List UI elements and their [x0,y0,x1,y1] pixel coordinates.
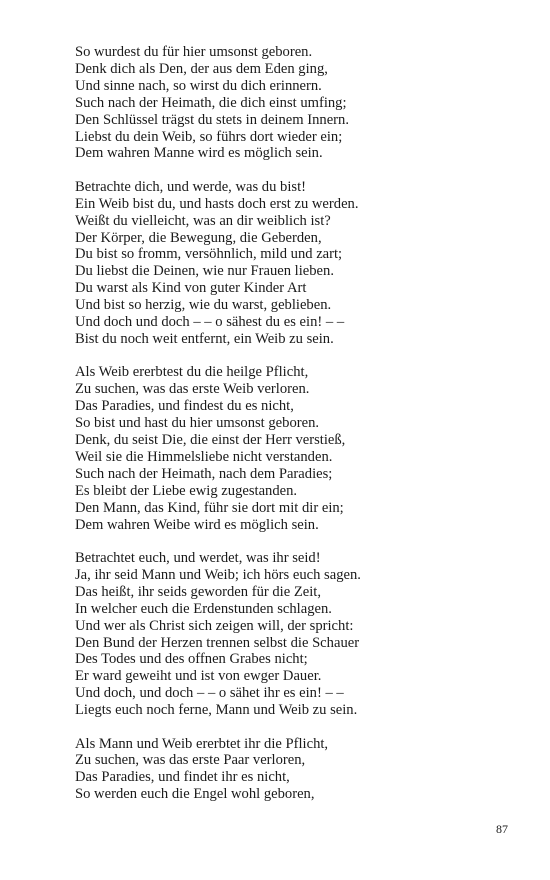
stanza-2 [75,179,515,348]
verse-line: Er ward geweiht und ist von ewger Dauer. [75,668,322,685]
verse-line: So bist und hast du hier umsonst geboren. [75,415,320,432]
verse-line: Du liebst die Deinen, wie nur Frauen lieben. [75,263,334,280]
verse-line: So wurdest du für hier umsonst geboren. [75,44,313,60]
verse-line: Der Körper, die Bewegung, die Geberden, [75,229,322,246]
verse-line: In welcher euch die Erdenstunden schlagen. [75,600,332,617]
verse-line: Das Paradies, und findet ihr es nicht, [75,769,290,786]
verse-line: Und doch und doch – – o sähest du es ein! – – [75,314,345,331]
verse-line: Und doch, und doch – – o sähet ihr es ein! – – [75,685,344,702]
verse-line: Du bist so fromm, versöhnlich, mild und zart; [75,246,343,263]
verse-line: Den Schlüssel trägst du stets in deinem Innern. [75,111,349,128]
verse-line: Des Todes und des offnen Grabes nicht; [75,651,308,668]
verse-line: Denk, du seist Die, die einst der Herr verstieß, [75,432,346,449]
verse-line: Weil sie die Himmelsliebe nicht verstanden. [75,448,333,465]
verse-line: Es bleibt der Liebe ewig zugestanden. [75,482,298,499]
verse-line: Denk dich als Den, der aus dem Eden ging, [75,60,328,77]
verse-line: Als Weib ererbtest du die heilge Pflicht, [75,364,309,381]
verse-line: Das heißt, ihr seids geworden für die Zeit, [75,583,321,600]
stanza-1 [75,44,515,162]
verse-line: Und bist so herzig, wie du warst, geblieben. [75,297,332,314]
verse-line: Bist du noch weit entfernt, ein Weib zu sein. [75,331,334,347]
verse-line: Zu suchen, was das erste Paar verloren, [75,752,306,769]
verse-line: Den Bund der Herzen trennen selbst die Schauer [75,634,360,651]
stanza-3 [75,364,515,533]
verse-line: Und sinne nach, so wirst du dich erinnern. [75,77,322,94]
verse-line: Zu suchen, was das erste Weib verloren. [75,381,310,398]
verse-line: Du warst als Kind von guter Kinder Art [75,280,307,297]
verse-line: Betrachtet euch, und werdet, was ihr seid! [75,549,321,566]
poem-text-block [75,44,515,820]
verse-line: Dem wahren Manne wird es möglich sein. [75,145,323,162]
stanza-4 [75,550,515,719]
verse-line: Betrachte dich, und werde, was du bist! [75,178,306,195]
verse-line: Das Paradies, und findest du es nicht, [75,398,294,415]
verse-line: Liebst du dein Weib, so führs dort wieder ein; [75,128,343,145]
verse-line: Such nach der Heimath, die dich einst umfing; [75,94,347,111]
page-number: 87 [496,822,508,836]
verse-line: Such nach der Heimath, nach dem Paradies; [75,465,333,482]
verse-line: Als Mann und Weib ererbtet ihr die Pflicht, [75,735,329,752]
verse-line: Und wer als Christ sich zeigen will, der spricht: [75,617,354,634]
verse-line: Ein Weib bist du, und hasts doch erst zu werden. [75,195,359,212]
stanza-5 [75,736,515,804]
verse-line: Liegts euch noch ferne, Mann und Weib zu sein. [75,702,358,719]
verse-line: Weißt du vielleicht, was an dir weiblich ist? [75,212,331,229]
verse-line: Den Mann, das Kind, führ sie dort mit dir ein; [75,499,344,516]
verse-line: Ja, ihr seid Mann und Weib; ich hörs euch sagen. [75,566,361,583]
verse-line: Dem wahren Weibe wird es möglich sein. [75,516,319,533]
verse-line: So werden euch die Engel wohl geboren, [75,786,315,803]
